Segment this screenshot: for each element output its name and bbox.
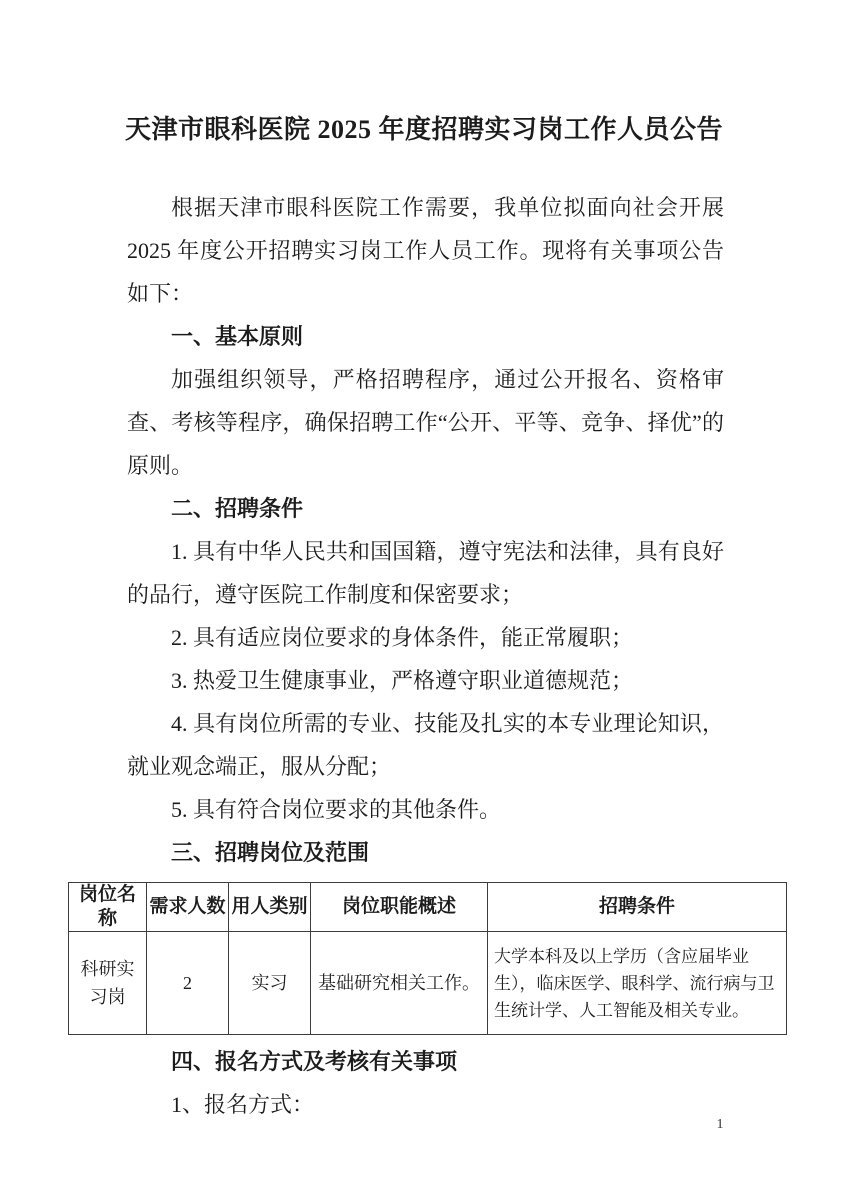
application-method-item: 1、报名方式： <box>171 1092 315 1117</box>
position-table-header <box>69 883 787 932</box>
cell-requirements: 大学本科及以上学历（含应届毕业生），临床医学、眼科学、流行病与卫生统计学、人工智能及相关专业。 <box>488 932 787 1035</box>
document-body <box>78 186 775 1126</box>
condition-item-1: 1. 具有中华人民共和国国籍，遵守宪法和法律，具有良好的品行，遵守医院工作制度和保密要求； <box>127 539 724 607</box>
cell-employment-type: 实习 <box>229 932 311 1035</box>
cell-job-summary: 基础研究相关工作。 <box>311 932 488 1035</box>
condition-item-3: 3. 热爱卫生健康事业，严格遵守职业道德规范； <box>171 668 634 693</box>
header-job-summary: 岗位职能概述 <box>311 883 488 932</box>
position-table-body <box>69 932 787 1035</box>
table-header-row <box>69 883 787 932</box>
cell-headcount: 2 <box>147 932 229 1035</box>
header-position-name: 岗位名称 <box>69 883 147 932</box>
section-heading-application: 四、报名方式及考核有关事项 <box>171 1049 458 1074</box>
paragraph-basic-principles: 加强组织领导，严格招聘程序，通过公开报名、资格审查、考核等程序，确保招聘工作“公开、平等、竞争、择优”的原则。 <box>127 367 724 478</box>
section-heading-positions-scope: 三、招聘岗位及范围 <box>171 840 370 865</box>
paragraph-intro: 根据天津市眼科医院工作需要，我单位拟面向社会开展 2025 年度公开招聘实习岗工作人员工作。现将有关事项公告如下： <box>127 195 724 306</box>
cell-position-name: 科研实习岗 <box>69 932 147 1035</box>
document-title: 天津市眼科医院 2025 年度招聘实习岗工作人员公告 <box>124 115 723 144</box>
condition-item-5: 5. 具有符合岗位要求的其他条件。 <box>171 797 502 822</box>
section-heading-recruitment-conditions: 二、招聘条件 <box>171 496 304 521</box>
table-row <box>69 932 787 1035</box>
page-number: 1 <box>716 1117 724 1132</box>
header-employment-type: 用人类别 <box>229 883 311 932</box>
header-requirements: 招聘条件 <box>488 883 787 932</box>
condition-item-2: 2. 具有适应岗位要求的身体条件，能正常履职； <box>171 625 634 650</box>
header-headcount: 需求人数 <box>147 883 229 932</box>
condition-item-4: 4. 具有岗位所需的专业、技能及扎实的本专业理论知识，就业观念端正，服从分配； <box>127 711 724 779</box>
position-table <box>68 882 787 1035</box>
section-heading-basic-principles: 一、基本原则 <box>171 324 304 349</box>
